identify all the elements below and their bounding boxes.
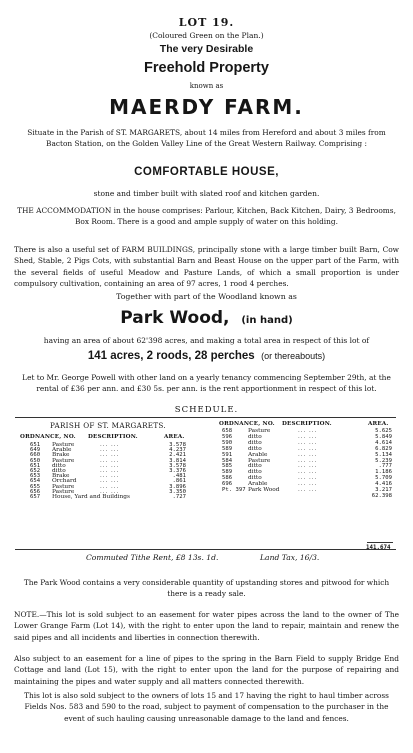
total-area-line [0, 350, 413, 362]
parcel-area: 5.625 [375, 428, 392, 434]
leader-dots: ... ... [100, 488, 120, 495]
parcel-area: 4.237 [169, 447, 186, 454]
parcel-area: 4.614 [375, 439, 392, 446]
ordnance-number: 650 [30, 457, 41, 464]
ordnance-number: 656 [30, 488, 41, 495]
water-pipes-note: NOTE.—This lot is sold subject to an easement for water pipes across the land to the owner of The Lower Grange Farm (Lot 14), with the right to enter upon the land to repair, maintain and renew the said pipes and all incidents and liberties in connection therewith. [14, 610, 399, 642]
freehold-property-heading: Freehold Property [144, 60, 269, 76]
total-area: 141 acres, 2 roods, 28 perches [87, 350, 255, 362]
left-header-description: DESCRIPTION. [88, 434, 138, 440]
house-construction: stone and timber built with slated roof and kitchen garden. [93, 189, 320, 198]
parcel-area: 5.709 [375, 475, 392, 482]
ordnance-number: 596 [222, 433, 233, 440]
ordnance-number: 657 [30, 494, 41, 500]
leader-dots: ... ... [298, 439, 318, 446]
parcel-area: .777 [378, 463, 392, 470]
parcel-description: ditto [248, 439, 262, 446]
tithe-rent: Commuted Tithe Rent, £8 13s. 1d. [86, 553, 219, 562]
parcel-description: ditto [52, 462, 66, 469]
parcel-description: Arable [52, 447, 72, 454]
parcel-area: 3.376 [169, 468, 186, 474]
parcel-area: 3.578 [169, 442, 186, 448]
parcel-description: Arable [248, 481, 268, 488]
parcel-description: Orchard [52, 478, 77, 485]
ordnance-number: 696 [222, 481, 233, 488]
parcel-description: ditto [248, 475, 262, 482]
parcel-area: 3.350 [169, 488, 186, 495]
parcel-description: Pasture [248, 457, 271, 464]
farm-buildings-paragraph: There is also a useful set of FARM BUILDINGS, principally stone with a large timber built Barn, Cow Shed, Stable, 2 Pigs Cots, with substantial Barn and Beast House on the upper part of the Farm, with the several fields of useful Meadow and Pasture Lands, of which a small proportion is under compulsory cultivation, containing an area of 97 acres, 1 rood 4 perches. [14, 245, 399, 288]
colour-note: (Coloured Green on the Plan.) [149, 31, 264, 40]
ordnance-number: 658 [222, 428, 233, 434]
parcel-description: Brake [52, 473, 70, 480]
very-desirable-heading: The very Desirable [159, 43, 254, 55]
ordnance-number: 591 [222, 451, 233, 458]
situation-paragraph: Situate in the Parish of ST. MARGARETS, about 14 miles from Hereford and about 3 miles from Bacton Station, on the Golden Valley Line of the Great Western Railway. Comprising : [27, 128, 386, 149]
ordnance-number: Pt. 397 [222, 487, 246, 493]
leader-dots: ... ... [100, 447, 120, 454]
left-header-ordnance: ORDNANCE, NO. [20, 434, 76, 440]
accommodation-paragraph: THE ACCOMMODATION in the house comprises: Parlour, Kitchen, Back Kitchen, Dairy, 3 Bedrooms, Box Room. There is a good and ample supply of water on this holding. [17, 206, 396, 227]
parcel-area: 6.829 [375, 445, 392, 452]
schedule-title: SCHEDULE. [174, 405, 239, 415]
leader-dots: ... ... [100, 452, 120, 459]
leader-dots: ... ... [100, 462, 120, 469]
park-wood-note: The Park Wood contains a very considerable quantity of upstanding stores and pitwood for which there is a ready sale. [23, 578, 390, 599]
ordnance-number: 654 [30, 478, 41, 485]
parcel-description: ditto [248, 463, 262, 470]
ordnance-number: 589 [222, 445, 233, 452]
total-rule [367, 542, 393, 543]
ordnance-number: 584 [222, 457, 233, 464]
parcel-area: 62.398 [371, 492, 392, 499]
leader-dots: ... ... [100, 473, 120, 480]
known-as-text: known as [189, 82, 224, 90]
park-wood-heading [0, 308, 413, 328]
parish-title: PARISH OF ST. MARGARETS. [50, 421, 166, 430]
parcel-area: 3.814 [169, 457, 186, 464]
leader-dots: ... ... [100, 468, 120, 474]
leader-dots: ... ... [298, 475, 318, 482]
leader-dots: ... ... [298, 481, 318, 488]
easement-paragraph: Also subject to an easement for a line of pipes to the spring in the Barn Field to supply Bridge End Cottage and land (Lot 15), with the right to enter upon the land for the purpose of repairing and maintaining the pipes and water supply and all matters connected therewith. [14, 654, 399, 686]
parcel-area: 2.421 [169, 452, 186, 459]
parcel-description: ditto [52, 468, 66, 474]
parcel-description: ditto [248, 469, 262, 476]
right-header-description: DESCRIPTION. [282, 421, 332, 427]
woodland-area-text: having an area of about 62'398 acres, and making a total area in respect of this lot of [43, 336, 370, 345]
ordnance-number: 590 [222, 439, 233, 446]
parcel-description: House, Yard and Buildings [52, 494, 130, 500]
lot-number: LOT 19. [178, 16, 235, 29]
haul-timber-paragraph: This lot is also sold subject to the owners of lots 15 and 17 having the right to haul timber across Fields Nos. 583 and 590 to the road, subject to payment of compensation to the purchaser in the event of such hauling causing unreasonable damage to the land and fences. [24, 691, 389, 723]
parcel-area: 3.578 [169, 462, 186, 469]
ordnance-number: 586 [222, 475, 233, 482]
parcel-area: 5.134 [375, 451, 392, 458]
ordnance-number: 660 [30, 452, 41, 459]
schedule-total: 141.674 [366, 545, 391, 551]
ordnance-number: 655 [30, 483, 41, 490]
leader-dots: ... ... [100, 478, 120, 485]
leader-dots: ... ... [100, 457, 120, 464]
leader-dots: ... ... [100, 442, 120, 448]
ordnance-number: 651 [30, 442, 41, 448]
parcel-area: .727 [172, 494, 186, 500]
parcel-description: Park Wood [248, 487, 280, 493]
parcel-description: ditto [248, 433, 262, 440]
parcel-area: 4.416 [375, 481, 392, 488]
leader-dots: ... ... [298, 433, 318, 440]
leader-dots: ... ... [298, 428, 318, 434]
parcel-description: Brake [52, 452, 70, 459]
leader-dots: ... ... [100, 483, 120, 490]
ordnance-number: 649 [30, 447, 41, 454]
parcel-description: Pasture [52, 442, 75, 448]
parcel-area: .861 [172, 478, 186, 485]
leader-dots: ... ... [298, 469, 318, 476]
house-heading: COMFORTABLE HOUSE, [134, 166, 279, 178]
parcel-description: Pasture [52, 488, 75, 495]
leader-dots: ... ... [298, 463, 318, 470]
farm-name-heading: MAERDY FARM. [109, 95, 304, 119]
leader-dots: ... ... [298, 445, 318, 452]
ordnance-number: 589 [222, 469, 233, 476]
total-area-suffix: (or thereabouts) [261, 351, 326, 361]
woodland-intro: Together with part of the Woodland known as [116, 292, 297, 301]
in-hand-note: (in hand) [241, 315, 293, 326]
right-header-area: AREA. [368, 421, 389, 427]
parcel-area: 5.849 [375, 433, 392, 440]
parcel-description: Arable [248, 451, 268, 458]
park-wood-name: Park Wood, [120, 308, 230, 328]
parcel-area: 1.186 [375, 469, 392, 476]
leader-dots: ... ... [298, 451, 318, 458]
left-header-area: AREA. [164, 434, 185, 440]
parcel-area: 3.217 [375, 487, 392, 493]
ordnance-number: 585 [222, 463, 233, 470]
parcel-area: 3.896 [169, 483, 186, 490]
parcel-area: .481 [172, 473, 186, 480]
leader-dots: ... ... [298, 487, 318, 493]
parcel-description: ditto [248, 445, 262, 452]
ordnance-number: 651 [30, 462, 41, 469]
ordnance-number: 653 [30, 473, 41, 480]
parcel-description: Pasture [248, 428, 271, 434]
tenancy-paragraph: Let to Mr. George Powell with other land on a yearly tenancy commencing September 29th, at the rental of £36 per ann. and £30 5s. per ann. is the rent apportionment in respect of this lot. [22, 373, 391, 394]
land-tax: Land Tax, 16/3. [260, 553, 320, 562]
right-header-ordnance: ORDNANCE, NO. [219, 421, 275, 427]
parcel-area: 5.239 [375, 457, 392, 464]
leader-dots: ... ... [298, 457, 318, 464]
parcel-description: Pasture [52, 483, 75, 490]
ordnance-number: 652 [30, 468, 41, 474]
parcel-description: Pasture [52, 457, 75, 464]
